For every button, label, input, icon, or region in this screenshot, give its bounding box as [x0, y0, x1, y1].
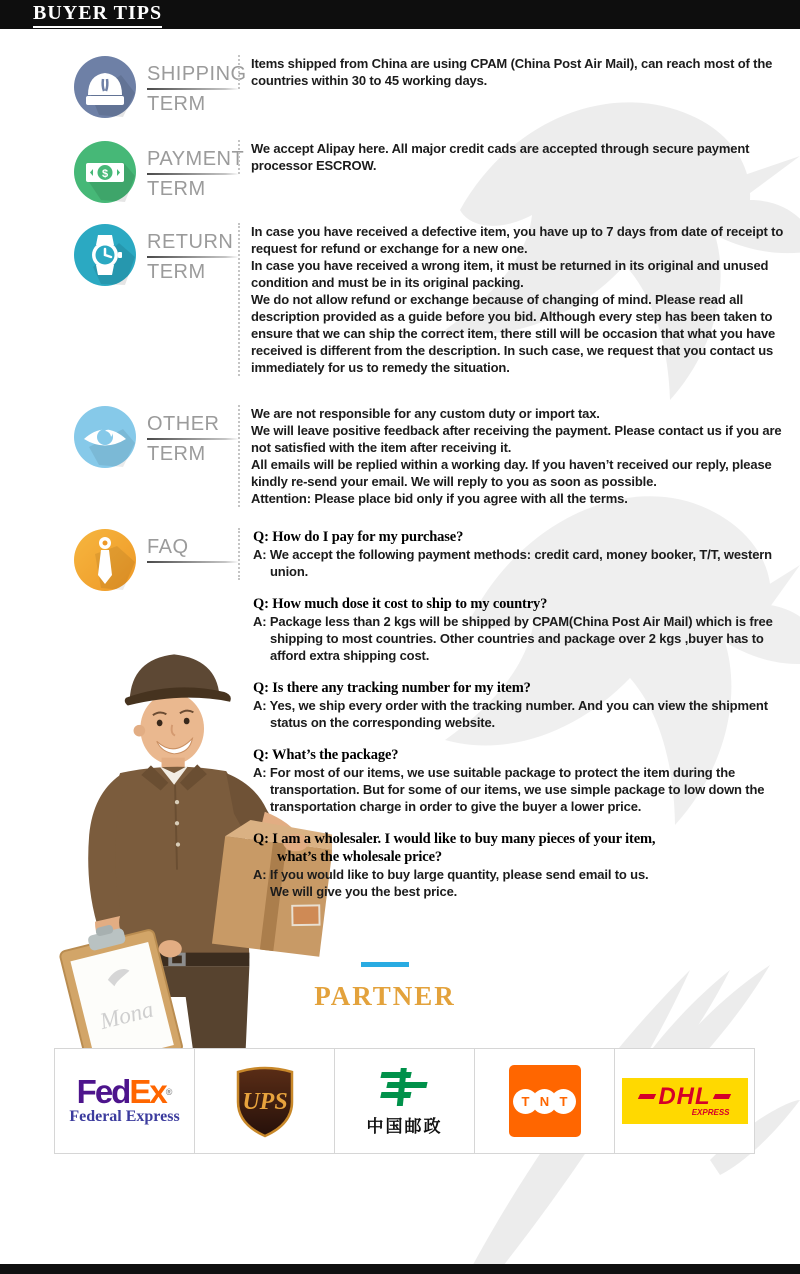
page-title: BUYER TIPS: [33, 2, 162, 28]
accent-dash: [361, 962, 409, 967]
ups-logo: [194, 1048, 335, 1154]
faq-item: Q: How do I pay for my purchase? A: We accept the following payment methods: credit card, money booker, T/T, western union.: [238, 528, 786, 580]
faq-item: Q: I am a wholesaler. I would like to buy many pieces of your item, what’s the wholesale price? A: If you would like to buy large quantity, please send email to us. We will give you the best price.: [253, 831, 656, 899]
faq-item: Q: How much dose it cost to ship to my country? A: Package less than 2 kgs will be shipped by CPAM(China Post Air Mail) which is free shipping to most countries. Other countries and package over 2 kgs ,buyer has to afford extra shipping cost.: [253, 596, 773, 663]
footer-bar: [0, 1264, 800, 1274]
faq-list: [238, 528, 786, 915]
ups-text: UPS: [241, 1089, 288, 1115]
tnt-logo: T N T: [474, 1048, 615, 1154]
fedex-logo: FedEx® Federal Express: [54, 1048, 195, 1154]
payment-term-text: We accept Alipay here. All major credit cads are accepted through secure payment processor ESCROW.: [238, 140, 799, 174]
captain-hat-icon: [73, 55, 137, 119]
faq-item: Q: What’s the package? A: For most of our items, we use suitable package to protect the item during the transportation. But for some of our items, we use simple package to low down the transportation charge in order to give the buyer a lower price.: [253, 747, 765, 814]
return-term-text: In case you have received a defective item, you have up to 7 days from date of receipt to request for refund or exchange for a new one. In case you have received a wrong item, it must be returned in its original and unused condition and must be in its original packing. We do not allow refund or exchange because of changing of mind. Please read all description provided as a guide before you bid. Although every step has been taken to ensure that we can ship the correct item, there still will be occasion that what you have received is different from the description. In such case, we request that you contact us immediately for us to remedy the situation.: [238, 223, 799, 376]
necktie-icon: [73, 528, 137, 592]
shipping-term-text: Items shipped from China are using CPAM (China Post Air Mail), can reach most of the countries within 30 to 45 working days.: [238, 55, 799, 89]
section-label: OTHER TERM: [147, 413, 239, 466]
section-label: RETURN TERM: [147, 231, 239, 284]
partner-heading: [0, 962, 770, 1012]
other-term-text: We are not responsible for any custom duty or import tax. We will leave positive feedback after receiving the payment. Please contact us if you are not satisfied with the item after receiving it. All emails will be replied within a working day. If you haven’t received our reply, please kindly re-send your email. We will reply to you as soon as possible. Attention: Please place bid only if you agree with all the terms.: [238, 405, 799, 507]
eye-icon: [73, 405, 137, 469]
svg-text:Mona: Mona: [97, 996, 157, 1035]
partner-logos: [55, 1048, 755, 1154]
watch-icon: [73, 223, 137, 287]
svg-text:$: $: [101, 168, 109, 180]
partner-title: PARTNER: [314, 981, 456, 1011]
header-bar: [0, 0, 800, 29]
dhl-logo: DHL EXPRESS: [614, 1048, 755, 1154]
faq-item: Q: Is there any tracking number for my item? A: Yes, we ship every order with the tracking number. And you can view the shipment status on the corresponding website.: [253, 680, 768, 730]
china-post-logo: 中国邮政: [334, 1048, 475, 1154]
section-label: FAQ: [147, 536, 239, 566]
section-label: SHIPPING TERM: [147, 63, 247, 115]
money-bill-icon: [73, 140, 137, 204]
section-label: PAYMENT TERM: [147, 148, 245, 200]
